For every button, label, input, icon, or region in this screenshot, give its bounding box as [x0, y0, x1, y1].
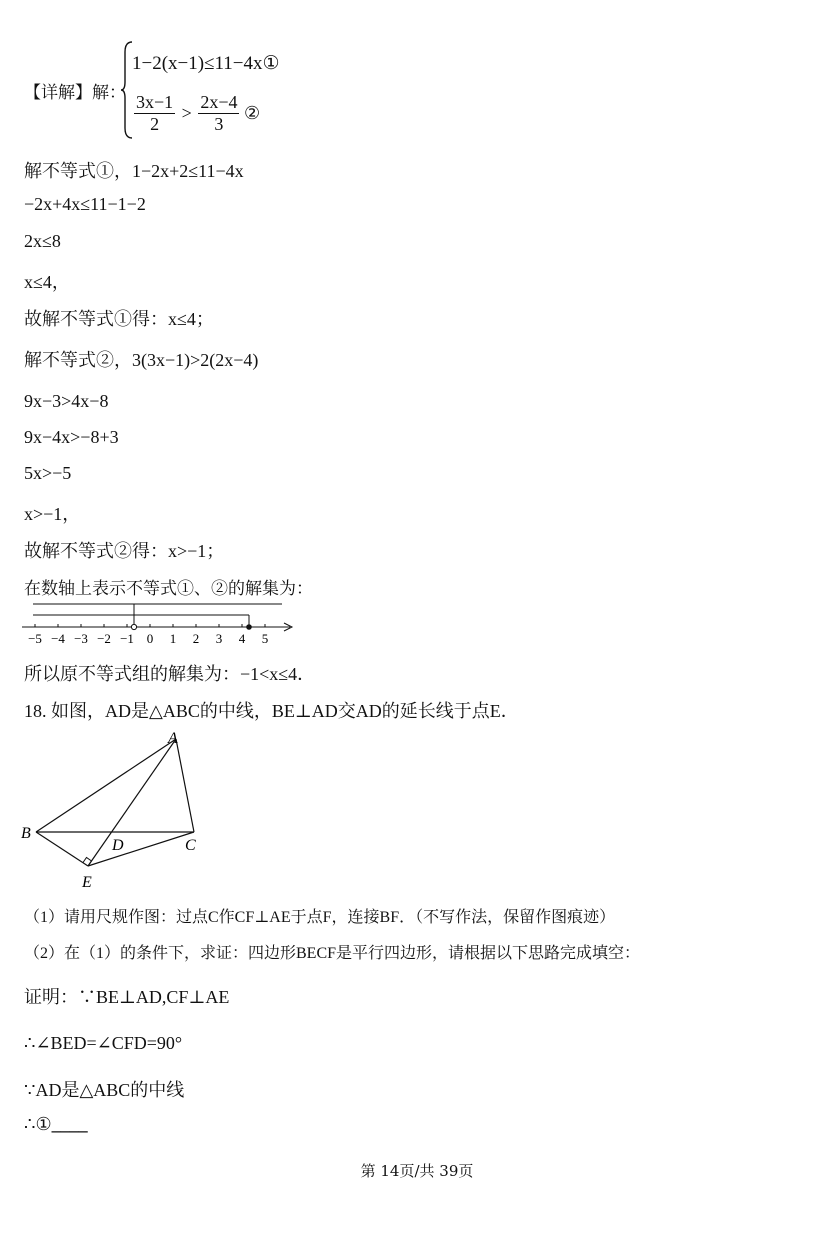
inequality-1: 1−2(x−1)≤11−4x① — [132, 53, 280, 74]
answer-blank[interactable]: ____ — [51, 1114, 88, 1134]
conclusion: 所以原不等式组的解集为：−1<x≤4． — [24, 664, 316, 684]
number-line-tick-label: 3 — [215, 631, 223, 646]
solution-line: x≤4， — [24, 272, 70, 292]
number-line-tick-label: 2 — [192, 631, 200, 646]
fraction-left: $\frac{3x-1}{2}$ — [136, 92, 174, 134]
open-point — [131, 624, 136, 629]
part-2: （2）在（1）的条件下，求证：四边形BECF是平行四边形，请根据以下思路完成填空： — [24, 945, 641, 962]
part-1: （1）请用尺规作图：过点C作CF⊥AE于点F，连接BF．（不写作法，保留作图痕迹） — [24, 909, 616, 926]
page-number: 第 14页/共 39页 — [360, 1162, 474, 1180]
solution-line: 9x−3>4x−8 — [24, 391, 109, 411]
label-b: B — [21, 825, 31, 842]
solution-line: 解不等式①，1−2x+2≤11−4x — [24, 161, 244, 181]
proof-line: ∴∠BED=∠CFD=90° — [24, 1033, 183, 1053]
number-line-tick-label: −1 — [120, 631, 134, 646]
solution-heading: 【详解】解： — [24, 83, 126, 103]
closed-point — [246, 624, 252, 630]
number-line-tick-label: −4 — [51, 631, 65, 646]
proof-line: 证明：∵BE⊥AD,CF⊥AE — [24, 987, 230, 1007]
solution-line: 9x−4x>−8+3 — [24, 427, 119, 447]
inequality-2-op: > — [181, 103, 192, 123]
number-line-tick-label: −5 — [28, 631, 42, 646]
label-c: C — [185, 837, 196, 854]
solution-line: −2x+4x≤11−1−2 — [24, 194, 146, 214]
solution-line: 故解不等式①得：x≤4； — [24, 309, 214, 329]
inequality-2 — [134, 92, 260, 135]
solution-line: 2x≤8 — [24, 231, 61, 251]
solution-line: 解不等式②，3(3x−1)>2(2x−4) — [24, 350, 259, 370]
label-d: D — [112, 837, 124, 854]
number-line-tick-label: 4 — [238, 631, 246, 646]
triangle-figure — [18, 726, 218, 894]
proof-line: ∴①____ — [24, 1114, 88, 1134]
number-line-tick-label: −3 — [74, 631, 88, 646]
proof-line: ∵AD是△ABC的中线 — [24, 1080, 185, 1100]
fraction-right: $\frac{2x-4}{3}$ — [200, 92, 238, 134]
label-e: E — [82, 874, 92, 891]
number-line-tick-label: 1 — [169, 631, 177, 646]
solution-line: 5x>−5 — [24, 463, 72, 483]
problem-18-statement: 18. 如图，AD是△ABC的中线，BE⊥AD交AD的延长线于点E． — [24, 701, 519, 721]
number-line — [18, 598, 298, 650]
label-a: A — [168, 730, 178, 747]
number-line-tick-label: −2 — [97, 631, 111, 646]
solution-line: x>−1， — [24, 504, 81, 524]
solution-line: 在数轴上表示不等式①、②的解集为： — [24, 579, 313, 599]
number-line-tick-label: 5 — [261, 631, 269, 646]
inequality-2-mark: ② — [243, 103, 261, 123]
solution-line: 故解不等式②得：x>−1； — [24, 541, 225, 561]
number-line-tick-label: 0 — [146, 631, 154, 646]
